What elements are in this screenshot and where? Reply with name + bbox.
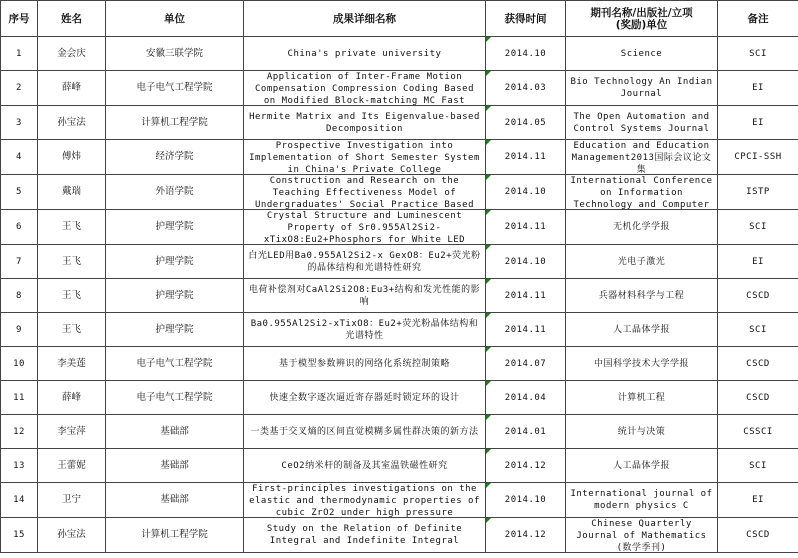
- cell-date[interactable]: [486, 37, 566, 71]
- cell-date[interactable]: [486, 210, 566, 245]
- cell-unit[interactable]: [106, 347, 244, 381]
- comment-marker-icon: [486, 415, 491, 420]
- table-row: [1, 347, 798, 381]
- unit-name: 电子电气工程学院: [136, 357, 213, 369]
- cell-date[interactable]: [486, 279, 566, 313]
- header-name[interactable]: 姓名: [38, 1, 106, 37]
- cell-title[interactable]: [244, 483, 486, 518]
- cell-publisher[interactable]: [566, 71, 718, 106]
- obtained-date: 2014.12: [504, 530, 547, 540]
- achievement-title: Construction and Research on the Teaching Effectiveness Model of Undergraduates' Social Practice Based: [255, 176, 474, 209]
- table-row: [1, 483, 798, 518]
- unit-name: 电子电气工程学院: [136, 391, 213, 403]
- cell-no[interactable]: [1, 381, 38, 415]
- index-remark: CSCD: [746, 358, 770, 369]
- table-row: [1, 175, 798, 210]
- cell-date[interactable]: [486, 449, 566, 483]
- cell-title[interactable]: [244, 347, 486, 381]
- table-row: [1, 210, 798, 245]
- obtained-date: 2014.11: [504, 324, 547, 335]
- author-name: 王飞: [61, 221, 81, 232]
- publisher-name: 中国科学技术大学学报: [593, 358, 689, 369]
- cell-title[interactable]: [244, 71, 486, 106]
- header-no[interactable]: 序号: [1, 1, 38, 37]
- achievement-title: First-principles investigations on the elastic and thermodynamic properties of cubic ZrO2 under high pressure: [249, 484, 480, 517]
- header-title[interactable]: 成果详细名称: [244, 1, 486, 37]
- index-remark: EI: [752, 495, 764, 505]
- cell-title[interactable]: [244, 313, 486, 347]
- comment-marker-icon: [486, 483, 491, 488]
- row-no: 7: [16, 256, 22, 267]
- row-no: 14: [13, 495, 25, 505]
- comment-marker-icon: [486, 210, 491, 215]
- index-remark: EI: [752, 256, 764, 267]
- publisher-name: International journal of modern physics C: [570, 489, 713, 511]
- row-no: 2: [16, 83, 22, 93]
- obtained-date: 2014.10: [504, 187, 547, 197]
- unit-name: 护理学院: [155, 323, 194, 335]
- index-remark: EI: [752, 117, 764, 128]
- author-name: 薛峰: [61, 391, 81, 403]
- cell-unit[interactable]: [106, 140, 244, 175]
- cell-unit[interactable]: [106, 106, 244, 140]
- comment-marker-icon: [486, 245, 491, 250]
- index-remark: CSCD: [746, 290, 770, 301]
- cell-publisher[interactable]: [566, 106, 718, 140]
- row-no: 13: [13, 460, 25, 471]
- cell-name[interactable]: [38, 140, 106, 175]
- cell-remark[interactable]: [718, 518, 798, 553]
- publisher-name: Chinese Quarterly Journal of Mathematics (数学季刊): [576, 519, 707, 552]
- cell-publisher[interactable]: [566, 245, 718, 279]
- cell-unit[interactable]: [106, 245, 244, 279]
- index-remark: CSCD: [746, 392, 770, 403]
- cell-title[interactable]: [244, 37, 486, 71]
- author-name: 金会庆: [57, 47, 86, 59]
- cell-unit[interactable]: [106, 71, 244, 106]
- publisher-name: The Open Automation and Control Systems Journal: [573, 111, 710, 134]
- publisher-name: International Conference on Information Technology and Computer: [570, 176, 713, 209]
- cell-name[interactable]: [38, 71, 106, 106]
- cell-remark[interactable]: [718, 71, 798, 106]
- author-name: 傅炜: [61, 151, 81, 162]
- cell-no[interactable]: [1, 245, 38, 279]
- cell-unit[interactable]: [106, 279, 244, 313]
- comment-marker-icon: [486, 37, 491, 42]
- obtained-date: 2014.10: [504, 495, 547, 505]
- cell-remark[interactable]: [718, 140, 798, 175]
- cell-title[interactable]: [244, 518, 486, 553]
- publisher-name: 兵器材料科学与工程: [598, 290, 685, 301]
- table-row: [1, 140, 798, 175]
- row-no: 4: [16, 152, 22, 162]
- cell-unit[interactable]: [106, 449, 244, 483]
- cell-unit[interactable]: [106, 37, 244, 71]
- cell-publisher[interactable]: [566, 449, 718, 483]
- row-no: 1: [16, 48, 22, 59]
- comment-marker-icon: [486, 518, 491, 523]
- cell-remark[interactable]: [718, 483, 798, 518]
- author-name: 孙宝法: [57, 116, 86, 128]
- table-row: [1, 449, 798, 483]
- cell-unit[interactable]: [106, 210, 244, 245]
- cell-title[interactable]: [244, 175, 486, 210]
- cell-no[interactable]: [1, 37, 38, 71]
- row-no: 10: [13, 358, 25, 369]
- cell-unit[interactable]: [106, 415, 244, 449]
- cell-unit[interactable]: [106, 175, 244, 210]
- achievement-title: 电荷补偿剂对CaAl2Si2O8:Eu3+结构和发光性能的影响: [248, 284, 481, 307]
- achievement-title: 快速全数字逐次逼近寄存器延时锁定环的设计: [269, 392, 460, 403]
- cell-unit[interactable]: [106, 483, 244, 518]
- row-no: 11: [13, 392, 25, 403]
- header-unit[interactable]: 单位: [106, 1, 244, 37]
- row-no: 5: [16, 187, 22, 197]
- cell-no[interactable]: [1, 175, 38, 210]
- publisher-name: Bio Technology An Indian Journal: [570, 77, 713, 99]
- unit-name: 护理学院: [155, 289, 194, 301]
- comment-marker-icon: [486, 106, 491, 111]
- header-date[interactable]: 获得时间: [486, 1, 566, 37]
- cell-no[interactable]: [1, 279, 38, 313]
- obtained-date: 2014.10: [504, 48, 547, 59]
- cell-name[interactable]: [38, 449, 106, 483]
- author-name: 薛峰: [61, 82, 81, 93]
- cell-name[interactable]: [38, 279, 106, 313]
- obtained-date: 2014.03: [504, 83, 547, 93]
- publisher-name: 无机化学学报: [612, 222, 670, 232]
- cell-date[interactable]: [486, 347, 566, 381]
- cell-name[interactable]: [38, 313, 106, 347]
- comment-marker-icon: [486, 279, 491, 284]
- author-name: 王飞: [61, 323, 81, 335]
- table-row: [1, 37, 798, 71]
- unit-name: 基础部: [160, 494, 189, 505]
- unit-name: 安徽三联学院: [145, 47, 203, 59]
- table-row: [1, 518, 798, 553]
- cell-no[interactable]: [1, 140, 38, 175]
- obtained-date: 2014.05: [504, 117, 547, 128]
- unit-name: 护理学院: [155, 255, 194, 267]
- row-no: 9: [16, 324, 22, 335]
- cell-date[interactable]: [486, 140, 566, 175]
- cell-date[interactable]: [486, 245, 566, 279]
- index-remark: SCI: [749, 324, 767, 335]
- cell-remark[interactable]: [718, 279, 798, 313]
- cell-no[interactable]: [1, 483, 38, 518]
- publisher-name: 计算机工程: [617, 392, 666, 403]
- cell-publisher[interactable]: [566, 175, 718, 210]
- obtained-date: 2014.11: [504, 152, 547, 162]
- cell-publisher[interactable]: [566, 381, 718, 415]
- cell-no[interactable]: [1, 415, 38, 449]
- cell-publisher[interactable]: [566, 210, 718, 245]
- achievement-title: 白光LED用Ba0.955Al2Si2-x GexO8：Eu2+荧光粉的晶体结构和光谱特性研究: [248, 250, 481, 273]
- cell-publisher[interactable]: [566, 279, 718, 313]
- table-row: [1, 71, 798, 106]
- cell-remark[interactable]: [718, 106, 798, 140]
- comment-marker-icon: [486, 175, 491, 180]
- cell-unit[interactable]: [106, 518, 244, 553]
- cell-title[interactable]: [244, 140, 486, 175]
- achievement-title: 一类基于交叉熵的区间直觉模糊多属性群决策的新方法: [250, 426, 479, 437]
- header-row: [1, 1, 798, 37]
- unit-name: 经济学院: [155, 151, 194, 162]
- cell-date[interactable]: [486, 313, 566, 347]
- cell-title[interactable]: [244, 106, 486, 140]
- cell-publisher[interactable]: [566, 140, 718, 175]
- row-no: 3: [16, 117, 22, 128]
- obtained-date: 2014.10: [504, 256, 547, 267]
- cell-name[interactable]: [38, 381, 106, 415]
- author-name: 戴瑞: [61, 186, 81, 197]
- achievement-title: China's private university: [287, 48, 442, 59]
- author-name: 王飞: [61, 289, 81, 301]
- cell-remark[interactable]: [718, 415, 798, 449]
- cell-name[interactable]: [38, 483, 106, 518]
- cell-title[interactable]: [244, 210, 486, 245]
- obtained-date: 2014.01: [504, 426, 547, 437]
- cell-publisher[interactable]: [566, 415, 718, 449]
- cell-remark[interactable]: [718, 37, 798, 71]
- author-name: 李美莲: [57, 357, 86, 369]
- obtained-date: 2014.07: [504, 358, 547, 369]
- row-no: 8: [16, 290, 22, 301]
- cell-remark[interactable]: [718, 347, 798, 381]
- table-row: [1, 245, 798, 279]
- publisher-name: Education and Education Management2013国际会议论文集: [571, 141, 712, 174]
- cell-date[interactable]: [486, 71, 566, 106]
- achievement-title: CeO2纳米杆的制备及其室温铁磁性研究: [281, 460, 448, 471]
- row-no: 12: [13, 426, 25, 437]
- cell-name[interactable]: [38, 518, 106, 553]
- cell-name[interactable]: [38, 106, 106, 140]
- cell-date[interactable]: [486, 483, 566, 518]
- comment-marker-icon: [486, 449, 491, 454]
- comment-marker-icon: [486, 71, 491, 76]
- publisher-name: 统计与决策: [617, 426, 666, 437]
- cell-remark[interactable]: [718, 245, 798, 279]
- cell-name[interactable]: [38, 210, 106, 245]
- cell-unit[interactable]: [106, 313, 244, 347]
- unit-name: 护理学院: [155, 221, 194, 232]
- obtained-date: 2014.04: [504, 392, 547, 403]
- header-remark[interactable]: 备注: [718, 1, 798, 37]
- cell-no[interactable]: [1, 210, 38, 245]
- comment-marker-icon: [486, 347, 491, 352]
- index-remark: SCI: [749, 48, 767, 59]
- obtained-date: 2014.12: [504, 460, 547, 471]
- cell-name[interactable]: [38, 245, 106, 279]
- cell-remark[interactable]: [718, 175, 798, 210]
- unit-name: 电子电气工程学院: [136, 82, 213, 93]
- cell-publisher[interactable]: [566, 518, 718, 553]
- index-remark: CSSCI: [743, 426, 773, 437]
- author-name: 王蕾妮: [57, 459, 86, 471]
- unit-name: 计算机工程学院: [141, 116, 208, 128]
- achievement-title: Crystal Structure and Luminescent Property of Sr0.955Al2Si2-xTixO8:Eu2+Phosphors for White LED: [263, 211, 466, 244]
- cell-date[interactable]: [486, 518, 566, 553]
- cell-remark[interactable]: [718, 449, 798, 483]
- cell-publisher[interactable]: [566, 483, 718, 518]
- index-remark: SCI: [749, 222, 767, 232]
- cell-no[interactable]: [1, 313, 38, 347]
- achievement-title: Ba0.955Al2Si2-xTixO8：Eu2+荧光粉晶体结构和光谱特性: [250, 318, 479, 341]
- cell-date[interactable]: [486, 415, 566, 449]
- publisher-name: 人工晶体学报: [612, 324, 670, 335]
- comment-marker-icon: [486, 140, 491, 145]
- cell-name[interactable]: [38, 37, 106, 71]
- publisher-name: Science: [620, 48, 663, 59]
- unit-name: 外语学院: [155, 186, 194, 197]
- table-row: [1, 415, 798, 449]
- header-publisher-line2: (奖励)单位: [615, 18, 668, 31]
- index-remark: CSCD: [746, 530, 770, 540]
- publisher-name: 光电子激光: [617, 256, 666, 267]
- cell-unit[interactable]: [106, 381, 244, 415]
- row-no: 15: [13, 530, 25, 540]
- index-remark: ISTP: [746, 187, 770, 197]
- cell-remark[interactable]: [718, 381, 798, 415]
- index-remark: CPCI-SSH: [734, 152, 782, 162]
- row-no: 6: [16, 222, 22, 232]
- cell-publisher[interactable]: [566, 313, 718, 347]
- header-publisher[interactable]: [566, 1, 718, 37]
- author-name: 卫宁: [61, 494, 81, 505]
- unit-name: 基础部: [160, 459, 189, 471]
- table-row: [1, 381, 798, 415]
- cell-date[interactable]: [486, 381, 566, 415]
- achievement-title: Hermite Matrix and Its Eigenvalue-based Decomposition: [249, 111, 480, 134]
- cell-name[interactable]: [38, 415, 106, 449]
- cell-no[interactable]: [1, 106, 38, 140]
- comment-marker-icon: [486, 313, 491, 318]
- index-remark: SCI: [749, 460, 767, 471]
- table-row: [1, 313, 798, 347]
- index-remark: EI: [752, 83, 764, 93]
- cell-remark[interactable]: [718, 210, 798, 245]
- author-name: 李宝萍: [57, 425, 86, 437]
- author-name: 孙宝法: [57, 529, 86, 540]
- achievement-title: Application of Inter-Frame Motion Compensation Compression Coding Based on Modified Block-matching MC Fast: [255, 72, 474, 105]
- cell-date[interactable]: [486, 106, 566, 140]
- cell-name[interactable]: [38, 347, 106, 381]
- achievement-title: 基于模型参数辨识的网络化系统控制策略: [278, 358, 450, 369]
- cell-publisher[interactable]: [566, 347, 718, 381]
- cell-title[interactable]: [244, 279, 486, 313]
- cell-publisher[interactable]: [566, 37, 718, 71]
- header-publisher-line1: 期刊名称/出版社/立项: [590, 6, 693, 19]
- cell-title[interactable]: [244, 449, 486, 483]
- unit-name: 基础部: [160, 425, 189, 437]
- cell-title[interactable]: [244, 415, 486, 449]
- table-body: [1, 37, 798, 553]
- unit-name: 计算机工程学院: [141, 529, 208, 540]
- cell-no[interactable]: [1, 347, 38, 381]
- cell-title[interactable]: [244, 245, 486, 279]
- obtained-date: 2014.11: [504, 290, 547, 301]
- cell-no[interactable]: [1, 518, 38, 553]
- cell-remark[interactable]: [718, 313, 798, 347]
- cell-no[interactable]: [1, 449, 38, 483]
- cell-no[interactable]: [1, 71, 38, 106]
- author-name: 王飞: [61, 255, 81, 267]
- achievement-title: Study on the Relation of Definite Integral and Indefinite Integral: [266, 524, 463, 546]
- publisher-name: 人工晶体学报: [612, 460, 670, 471]
- cell-name[interactable]: [38, 175, 106, 210]
- cell-title[interactable]: [244, 381, 486, 415]
- comment-marker-icon: [486, 381, 491, 386]
- cell-date[interactable]: [486, 175, 566, 210]
- table-row: [1, 106, 798, 140]
- obtained-date: 2014.11: [504, 222, 547, 232]
- achievement-title: Prospective Investigation into Implementation of Short Semester System in China's Private College: [249, 141, 480, 174]
- table-row: [1, 279, 798, 313]
